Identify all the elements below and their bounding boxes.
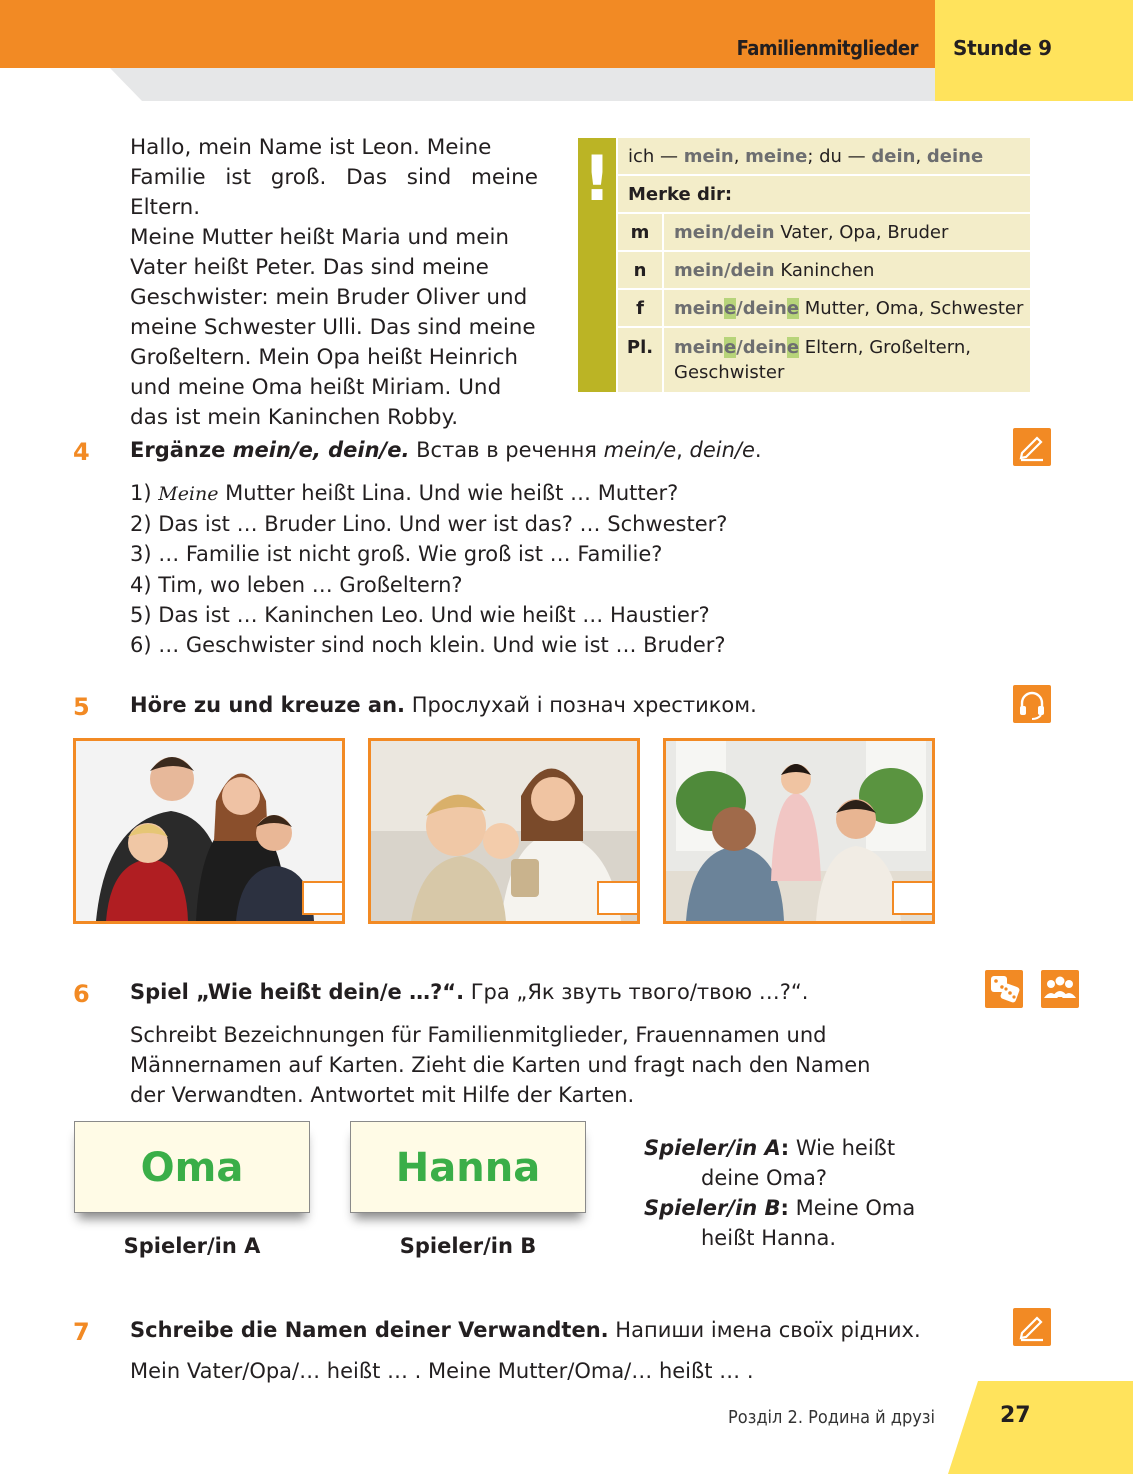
task4-subtitle-italic: dein/e [689, 438, 755, 462]
task4-title [130, 438, 762, 462]
task4-title-bold-italic: mein/e, dein/e. [232, 438, 410, 462]
grammar-gender-label: f [636, 298, 644, 319]
grammar-rule-text: ich — [628, 146, 684, 167]
grammar-box [578, 138, 1030, 392]
task6-subtitle: Гра „Як звуть твого/твою …?“. [464, 980, 809, 1004]
card-text: Hanna [395, 1145, 541, 1191]
intro-line: Geschwister: mein Bruder Oliver und [130, 285, 528, 310]
intro-line: Familie ist groß. Das sind meine Eltern. [130, 165, 538, 220]
card-caption: Spieler/in A [123, 1234, 261, 1258]
task4-title-bold: Ergänze [130, 438, 233, 462]
grammar-nouns: Mutter, Oma, Schwester [804, 298, 1024, 319]
dialog-speaker: Spieler/in B [644, 1196, 781, 1220]
intro-line: Meine Mutter heißt Maria und mein [130, 225, 510, 250]
dialog-speaker: Spieler/in A [644, 1136, 781, 1160]
grammar-forms: / [736, 337, 743, 358]
task-number: 7 [73, 1318, 90, 1346]
grammar-forms-cell [664, 290, 1030, 326]
card-hanna [350, 1121, 586, 1213]
headphones-icon [1013, 685, 1051, 723]
grammar-rule-row [618, 138, 1030, 174]
grammar-forms: dein [742, 337, 787, 358]
task4-handwritten-answer: Meine [158, 483, 219, 505]
task7-title-bold: Schreibe die Namen deiner Verwandten. [130, 1318, 609, 1342]
header-lesson: Stunde 9 [953, 36, 1052, 60]
dialog-line [644, 1193, 934, 1223]
pencil-icon [1013, 1308, 1051, 1346]
task-number: 4 [73, 438, 90, 466]
grammar-forms-cell [664, 214, 1030, 250]
task6-title-bold: Spiel „Wie heißt dein/e …?“. [130, 980, 465, 1004]
dialog-text: Meine Oma [788, 1196, 916, 1220]
task4-subtitle: , [676, 438, 690, 462]
task6-instruction-line: der Verwandten. Antwortet mit Hilfe der Karten. [130, 1083, 635, 1108]
footer-band [948, 1381, 1133, 1474]
task5-subtitle: Прослухай і познач хрестиком. [405, 693, 757, 717]
grammar-gender-cell [618, 252, 662, 288]
grammar-rule-word: mein [683, 146, 734, 167]
grammar-rule-text: ; du — [807, 146, 872, 167]
grammar-rule-text: , [733, 146, 746, 167]
card-caption: Spieler/in B [399, 1234, 537, 1258]
task4-sentence: 3) … Familie ist nicht groß. Wie groß ist … Familie? [130, 542, 663, 567]
grammar-nouns: Eltern, Großeltern, [804, 337, 971, 358]
photo-mother-children [368, 738, 640, 924]
task4-sentence: 5) Das ist … Kaninchen Leo. Und wie heißt … Haustier? [130, 602, 710, 627]
grammar-forms: / [736, 298, 743, 319]
dialog-colon: : [780, 1136, 790, 1160]
task4-sentence [130, 478, 727, 509]
task6-dialog [644, 1133, 934, 1253]
grammar-rule-word: meine [745, 146, 808, 167]
page-number: 27 [1000, 1403, 1031, 1428]
answer-checkbox[interactable] [597, 881, 639, 915]
dialog-line: heißt Hanna. [701, 1226, 837, 1250]
grammar-forms-cell [664, 252, 1030, 288]
task-number: 5 [73, 693, 90, 721]
grammar-merke-label: Merke dir: [628, 184, 733, 205]
task4-subtitle: Встав в речення [409, 438, 604, 462]
dialog-text: Wie heißt [789, 1136, 896, 1160]
dialog-colon: : [780, 1196, 789, 1220]
grammar-ending-highlight: e [786, 337, 800, 358]
task7-title [130, 1318, 921, 1342]
grammar-ending-highlight: e [723, 337, 737, 358]
intro-line: Großeltern. Mein Opa heißt Heinrich [130, 345, 519, 370]
dialog-line [644, 1133, 934, 1163]
task4-sentence: 2) Das ist … Bruder Lino. Und wer ist das? … Schwester? [130, 512, 728, 537]
task4-sentence: 4) Tim, wo leben … Großeltern? [130, 572, 463, 597]
dialog-line: deine Oma? [701, 1166, 827, 1190]
intro-line: das ist mein Kaninchen Robby. [130, 405, 459, 430]
header-topic: Familienmitglieder [736, 36, 918, 60]
grammar-merke-row [618, 176, 1030, 212]
task4-sentence-text: Mutter heißt Lina. Und wie heißt … Mutter? [218, 481, 679, 505]
intro-line: meine Schwester Ulli. Das sind meine [130, 315, 536, 340]
task4-subtitle-italic: mein/e [603, 438, 677, 462]
grammar-rule-text: , [915, 146, 927, 167]
photo-family-four [73, 738, 345, 924]
grammar-forms: mein [674, 298, 724, 319]
header-shadow-band [110, 68, 935, 101]
grammar-forms-cell [664, 328, 1030, 392]
group-icon [1041, 970, 1079, 1008]
intro-line: Vater heißt Peter. Das sind meine [130, 255, 489, 280]
intro-text [130, 133, 538, 433]
task4-sentence-num: 1) [130, 481, 159, 505]
grammar-ending-highlight: e [723, 298, 737, 319]
grammar-forms: dein [742, 298, 787, 319]
task6-title [130, 980, 808, 1004]
grammar-nouns: Vater, Opa, Bruder [780, 222, 949, 243]
grammar-gender-cell [618, 214, 662, 250]
task7-subtitle: Напиши імена своїх рідних. [608, 1318, 921, 1342]
grammar-gender-label: n [633, 260, 647, 281]
card-oma [74, 1121, 310, 1213]
grammar-forms: mein/dein [674, 260, 775, 281]
grammar-gender-label: m [630, 222, 650, 243]
task4-subtitle: . [754, 438, 762, 462]
grammar-forms: mein/dein [674, 222, 775, 243]
task5-title-bold: Höre zu und kreuze an. [130, 693, 406, 717]
grammar-gender-cell [618, 290, 662, 326]
task5-title [130, 693, 757, 717]
answer-checkbox[interactable] [302, 881, 344, 915]
task6-instructions [130, 1020, 935, 1111]
pencil-icon [1013, 428, 1051, 466]
task-number: 6 [73, 980, 90, 1008]
grammar-forms: mein [674, 337, 724, 358]
grammar-gender-label: Pl. [626, 337, 654, 358]
grammar-nouns: Kaninchen [780, 260, 875, 281]
intro-line: und meine Oma heißt Miriam. Und [130, 375, 502, 400]
task7-line: Mein Vater/Opa/… heißt … . Meine Mutter/Oma/… heißt … . [130, 1359, 754, 1383]
dice-icon [985, 970, 1023, 1008]
grammar-nouns: Geschwister [674, 362, 785, 383]
photo-grandparents-girl [663, 738, 935, 924]
grammar-rule-word: deine [926, 146, 984, 167]
footer-chapter: Розділ 2. Родина й друзі [728, 1407, 935, 1428]
task6-instruction-line: Männernamen auf Karten. Zieht die Karten und fragt nach den Namen [130, 1053, 871, 1078]
task6-instruction-line: Schreibt Bezeichnungen für Familienmitglieder, Frauennamen und [130, 1023, 827, 1047]
card-text: Oma [140, 1145, 244, 1191]
task4-sentences [130, 478, 727, 660]
intro-line: Hallo, mein Name ist Leon. Meine [130, 135, 492, 160]
answer-checkbox[interactable] [892, 881, 934, 915]
grammar-rule-word: dein [871, 146, 916, 167]
grammar-gender-cell [618, 328, 662, 392]
exclamation-icon: ! [582, 142, 612, 215]
task4-sentence: 6) … Geschwister sind noch klein. Und wie ist … Bruder? [130, 633, 726, 658]
grammar-ending-highlight: e [786, 298, 800, 319]
